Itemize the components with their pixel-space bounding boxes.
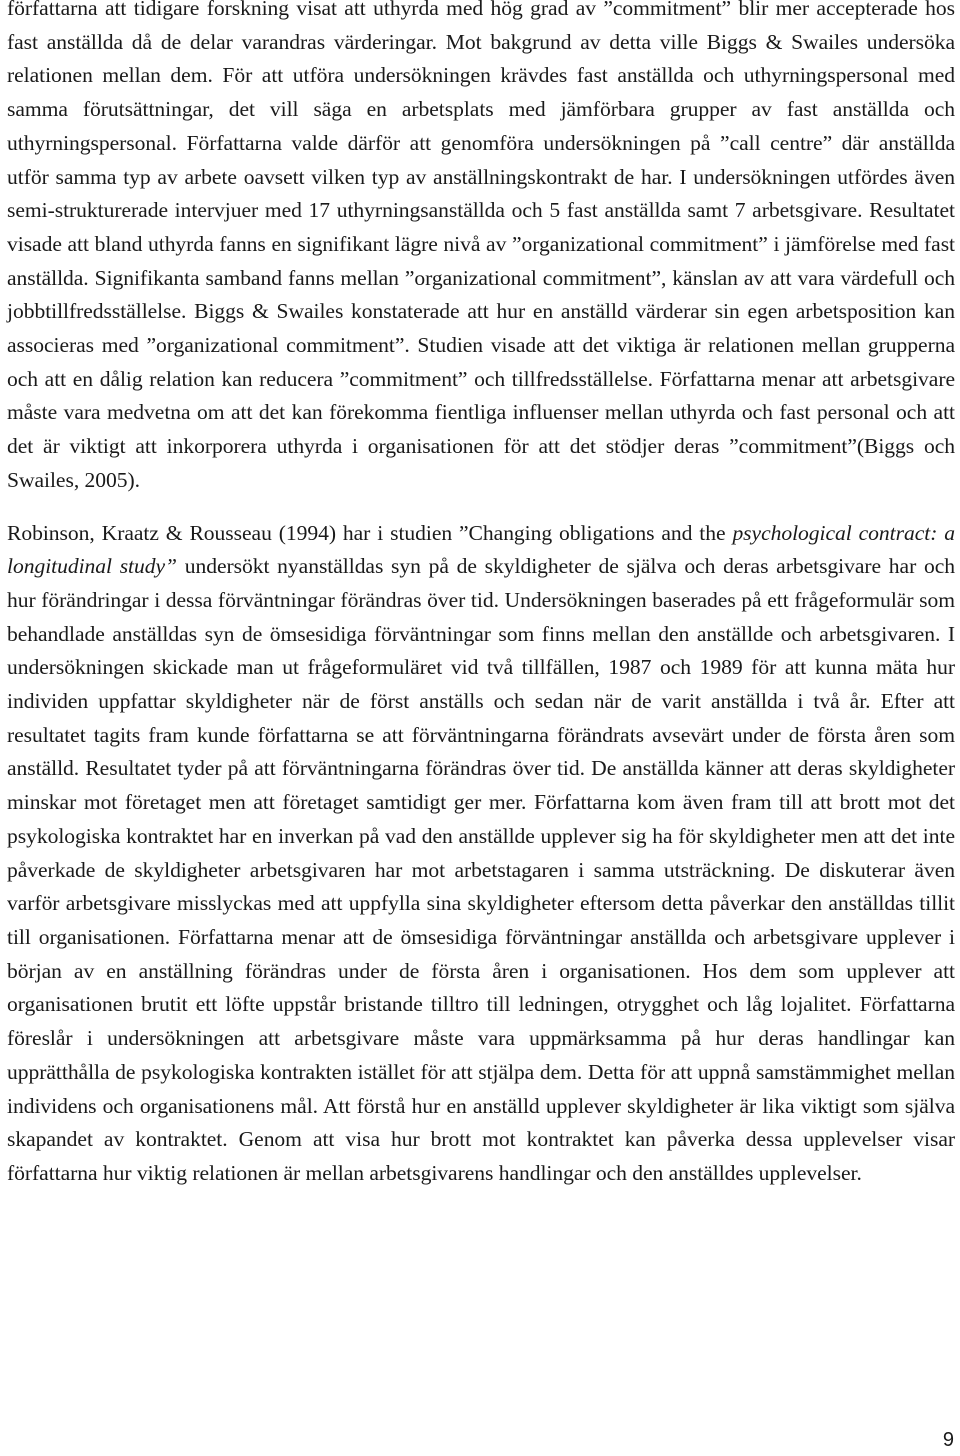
body-paragraph-1: författarna att tidigare forskning visat att uthyrda med hög grad av ”commitment” blir mer accepterade hos fast anställda då de delar varandras värderingar. Mot bakgrund av detta ville Biggs & Swailes undersöka relationen mellan dem. För att utföra undersökningen krävdes fast anställda och uthyrningspersonal med samma förutsättningar, det vill säga en arbetsplats med jämförbara grupper av fast anställda och uthyrningspersonal. Författarna valde därför att genomföra undersökningen på ”call centre” där anställda utför samma typ av arbete oavsett vilken typ av anställningskontrakt de har. I undersökningen utfördes även semi-strukturerade intervjuer med 17 uthyrningsanställda och 5 fast anställda samt 7 arbetsgivare. Resultatet visade att bland uthyrda fanns en signifikant lägre nivå av ”organizational commitment” i jämförelse med fast anställda. Signifikanta samband fanns mellan ”organizational commitment”, känslan av att vara värdefull och jobbtillfredsställelse. Biggs & Swailes konstaterade att hur en anställd värderar sin egen arbetsposition kan associeras med ”organizational commitment”. Studien visade att det viktiga är relationen mellan grupperna och att en dålig relation kan reducera ”commitment” och tillfredsställelse. Författarna menar att arbetsgivare måste vara medvetna om att det kan förekomma fientliga influenser mellan uthyrda och fast personal och att det är viktigt att inkorporera uthyrda i organisationen för att det stödjer deras ”commitment”(Biggs och Swailes, 2005). xyxy=(7,0,955,492)
paragraph-2-body: undersökt nyanställdas syn på de skyldigheter de själva och deras arbetsgivare har och hur förändringar i dessa förväntningar förändras över tid. Undersökningen baserades på ett frågeformulär som behandlade anställdas syn de ömsesidiga förväntningar som finns mellan den anställde och arbetsgivaren. I undersökningen skickade man ut frågeformuläret vid två tillfällen, 1987 och 1989 för att kunna mäta hur individen uppfattar skyldigheter när de först anställs och sedan när de varit anställda i två år. Efter att resultatet tagits fram kunde författarna se att förväntningarna förändrats avsevärt under de första åren som anställd. Resultatet tyder på att förväntningarna förändras över tid. De anställda känner att deras skyldigheter minskar mot företaget men att företaget samtidigt ger mer. Författarna kom även fram till att brott mot det psykologiska kontraktet har en inverkan på vad den anställde upplever sig ha för skyldigheter men att det inte påverkade de skyldigheter arbetsgivaren har mot arbetstagaren i samma utsträckning. De diskuterar även varför arbetsgivare misslyckas med att uppfylla sina skyldigheter eftersom detta påverkar den anställdas tillit till organisationen. Författarna menar att de ömsesidiga förväntningar anställda och arbetsgivare upplever i början av en anställning förändras under de första åren i organisationen. Hos dem som upplever att organisationen brutit ett löfte uppstår bristande tilltro till ledningen, otrygghet och låg lojalitet. Författarna föreslår i undersökningen att arbetsgivare måste vara uppmärksamma på hur deras handlingar kan upprätthålla de psykologiska kontrakten istället för att stjälpa dem. Detta för att uppnå samstämmighet mellan individens och organisationens mål. Att förstå hur en anställd upplever skyldigheter är lika viktigt som själva skapandet av kontraktet. Genom att visa hur brott mot kontraktet kan påverka dessa upplevelser visar författarna hur viktig relationen är mellan arbetsgivarens handlingar och den anställdes upplevelser. xyxy=(7,554,955,1185)
body-paragraph-2 xyxy=(7,517,955,1191)
study-title-italic: psychological contract: a longitudinal study” xyxy=(7,520,955,579)
paragraph-2-lead: Robinson, Kraatz & Rousseau (1994) har i studien ”Changing obligations and the xyxy=(7,520,733,545)
page-number: 9 xyxy=(942,1429,954,1451)
document-page xyxy=(7,0,955,1191)
